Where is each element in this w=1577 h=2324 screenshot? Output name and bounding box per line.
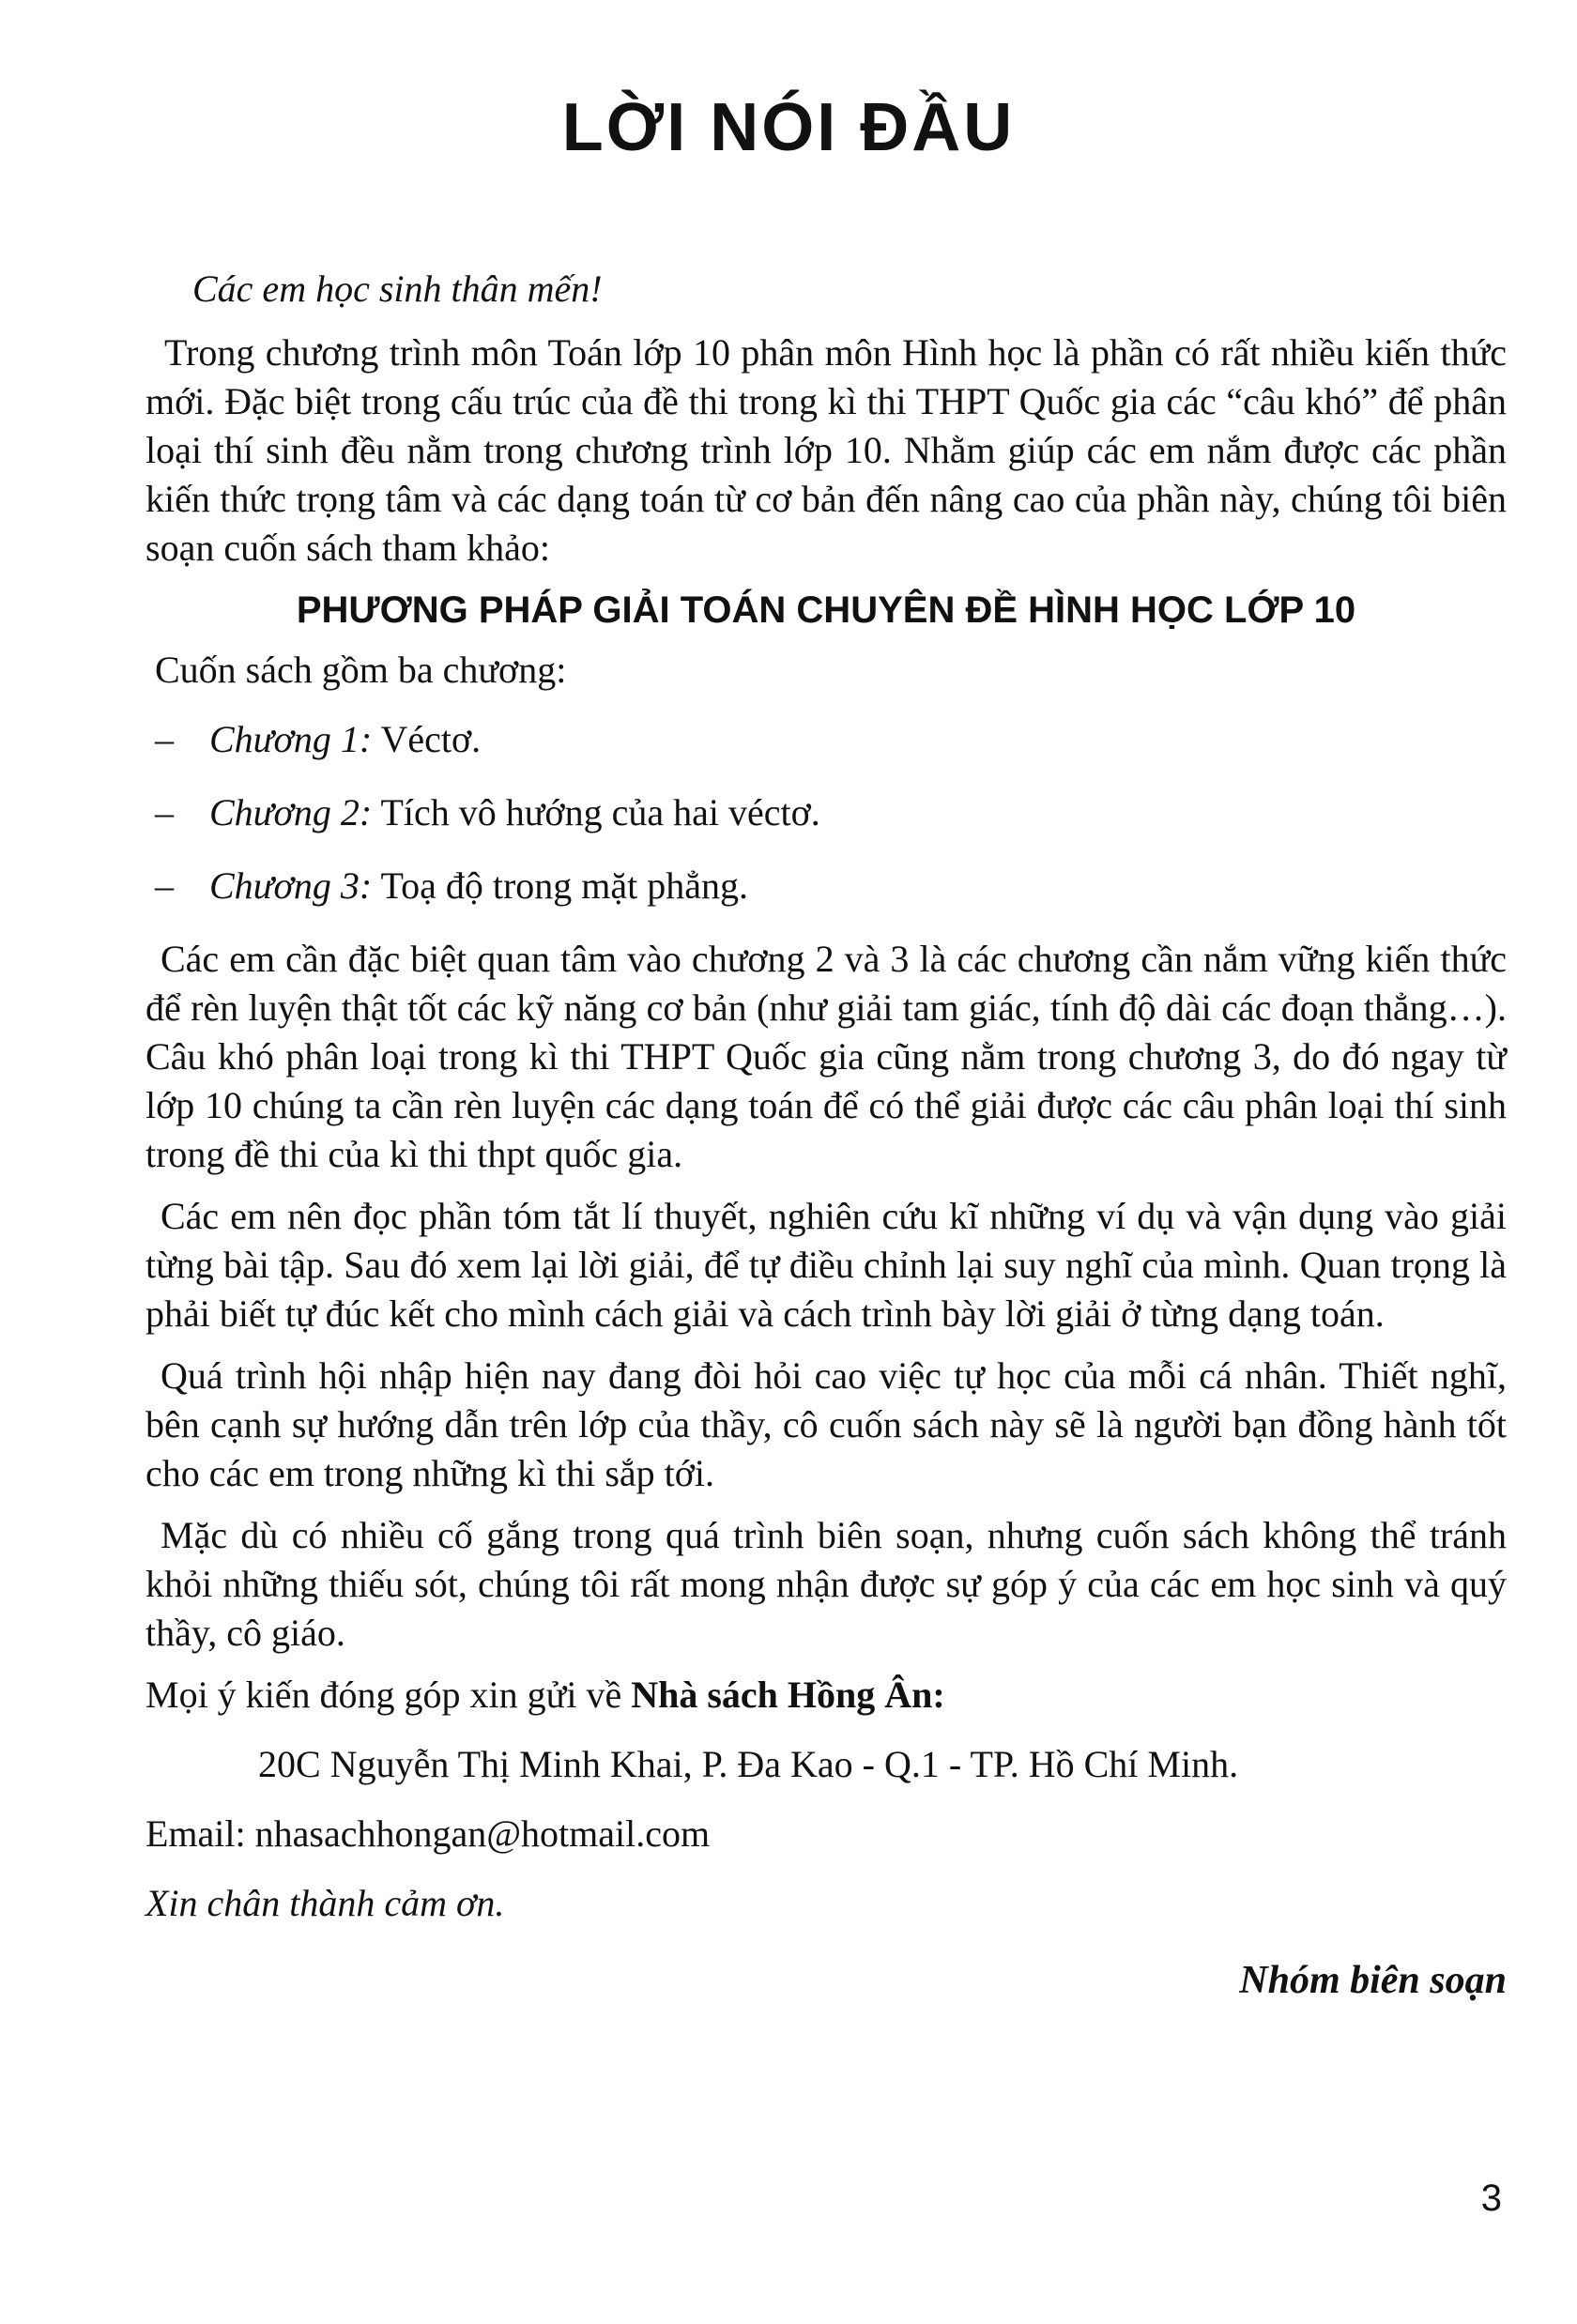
publisher-address: 20C Nguyễn Thị Minh Khai, P. Đa Kao - Q.1 - TP. Hồ Chí Minh. xyxy=(258,1743,1239,1785)
chapter-item xyxy=(145,788,1507,837)
dash-marker: – xyxy=(155,791,174,833)
chapter-name: Chương 2: xyxy=(209,791,373,833)
email-label: Email: xyxy=(145,1812,246,1855)
chapters-intro: Cuốn sách gồm ba chương: xyxy=(155,649,567,691)
dash-marker: – xyxy=(155,718,174,760)
email-address: nhasachhongan@hotmail.com xyxy=(254,1812,711,1855)
paragraph-self-study: Quá trình hội nhập hiện nay đang đòi hỏi cao việc tự học của mỗi cá nhân. Thiết nghĩ, bên cạnh sự hướng dẫn trên lớp của thầy, cô cuốn sách này sẽ là người bạn đồng hành tốt cho các em trong những kì thi sắp tới. xyxy=(145,1354,1507,1494)
chapter-name: Chương 1: xyxy=(209,718,373,760)
greeting: Các em học sinh thân mến! xyxy=(192,268,603,310)
contact-line xyxy=(145,1671,1507,1720)
email-line xyxy=(145,1810,1507,1858)
contact-prefix: Mọi ý kiến đóng góp xin gửi về xyxy=(145,1674,622,1716)
thanks-line: Xin chân thành cảm ơn. xyxy=(145,1882,505,1924)
chapter-desc: Tích vô hướng của hai véctơ. xyxy=(380,791,820,833)
signature: Nhóm biên soạn xyxy=(1239,1959,1507,2002)
dash-marker: – xyxy=(155,864,174,907)
chapter-desc: Véctơ. xyxy=(380,718,482,760)
chapter-desc: Toạ độ trong mặt phẳng. xyxy=(380,864,749,907)
paragraph-intro: Trong chương trình môn Toán lớp 10 phân môn Hình học là phần có rất nhiều kiến thức mới. Đặc biệt trong cấu trúc của đề thi trong kì thi THPT Quốc gia các “câu khó” để phân loại thí sinh đều nằm trong chương trình lớp 10. Nhằm giúp các em nắm được các phần kiến thức trọng tâm và các dạng toán từ cơ bản đến nâng cao của phần này, chúng tôi biên soạn cuốn sách tham khảo: xyxy=(145,331,1507,569)
document-body xyxy=(145,265,1507,2005)
chapter-item xyxy=(145,862,1507,910)
page-title: LỜI NÓI ĐẦU xyxy=(561,90,1016,165)
publisher-name: Nhà sách Hồng Ân: xyxy=(631,1674,945,1716)
paragraph-study-advice: Các em nên đọc phần tóm tắt lí thuyết, nghiên cứu kĩ những ví dụ và vận dụng vào giải từng bài tập. Sau đó xem lại lời giải, để tự điều chỉnh lại suy nghĩ của mình. Quan trọng là phải biết tự đúc kết cho mình cách giải và cách trình bày lời giải ở từng dạng toán. xyxy=(145,1195,1507,1335)
chapter-name: Chương 3: xyxy=(209,864,373,907)
chapter-item xyxy=(145,715,1507,764)
book-title: PHƯƠNG PHÁP GIẢI TOÁN CHUYÊN ĐỀ HÌNH HỌC LỚP 10 xyxy=(296,589,1356,631)
page-number: 3 xyxy=(1480,2178,1502,2219)
paragraph-feedback: Mặc dù có nhiều cố gắng trong quá trình biên soạn, nhưng cuốn sách không thể tránh khỏi những thiếu sót, chúng tôi rất mong nhận được sự góp ý của các em học sinh và quý thầy, cô giáo. xyxy=(145,1514,1507,1654)
paragraph-focus: Các em cần đặc biệt quan tâm vào chương 2 và 3 là các chương cần nắm vững kiến thức để rèn luyện thật tốt các kỹ năng cơ bản (như giải tam giác, tính độ dài các đoạn thẳng…). Câu khó phân loại trong kì thi THPT Quốc gia cũng nằm trong chương 3, do đó ngay từ lớp 10 chúng ta cần rèn luyện các dạng toán để có thể giải được các câu phân loại thí sinh trong đề thi của kì thi thpt quốc gia. xyxy=(145,938,1507,1175)
